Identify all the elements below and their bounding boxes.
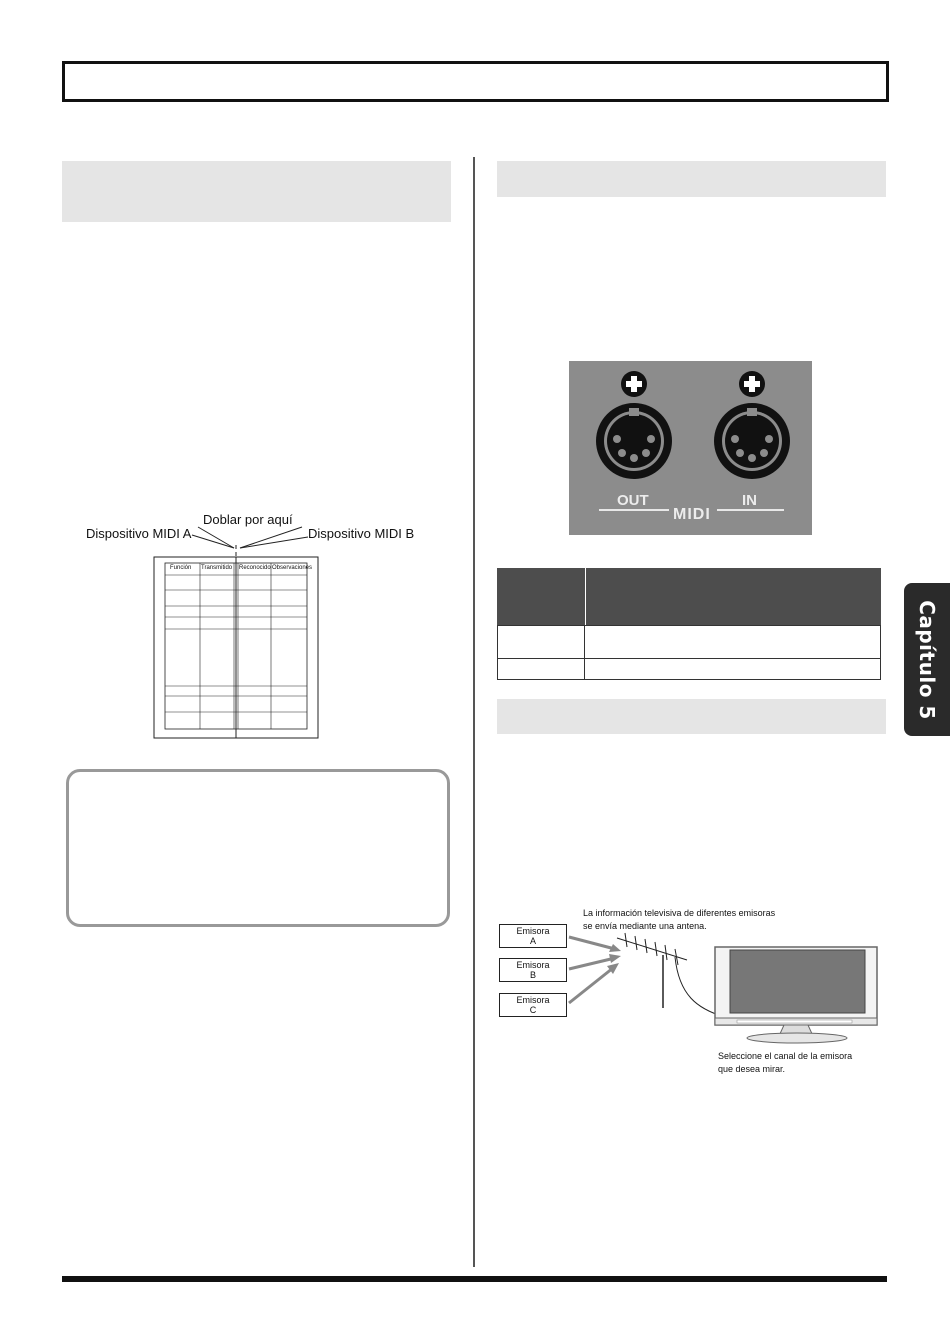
table-header-row <box>497 568 881 625</box>
table-row-1-col-1 <box>497 625 585 659</box>
table-row-2-col-2 <box>585 659 881 680</box>
screw-icon-right <box>739 371 765 397</box>
midi-out-port-icon <box>596 403 672 479</box>
device-a-label: Dispositivo MIDI A <box>86 526 192 541</box>
chart-header-transmitido: Transmitido <box>201 565 233 571</box>
fold-label: Doblar por aquí <box>203 512 293 527</box>
device-b-label: Dispositivo MIDI B <box>308 526 415 541</box>
table-row-2-col-1 <box>497 659 585 680</box>
select-caption-line-2: que desea mirar. <box>718 1064 786 1074</box>
chapter-side-tab <box>904 583 950 736</box>
left-section-heading-bar <box>62 161 451 222</box>
bottom-rule <box>62 1276 887 1282</box>
station-c-box: Emisora C <box>499 993 567 1017</box>
midi-label: MIDI <box>673 506 711 523</box>
tv-channel-diagram <box>497 905 887 1085</box>
screw-icon-left <box>621 371 647 397</box>
midi-connector-table <box>497 568 881 680</box>
station-b-box: Emisora B <box>499 958 567 982</box>
chart-fold-drawing <box>80 505 420 745</box>
chart-header-observaciones: Observaciones <box>272 565 313 571</box>
table-header-divider <box>585 568 586 625</box>
midi-in-port-icon <box>714 403 790 479</box>
midi-connector-panel <box>569 361 812 535</box>
implementation-chart-figure <box>80 505 420 745</box>
right-section-heading-bar-1 <box>497 161 886 197</box>
table-row-1-col-2 <box>585 625 881 659</box>
chart-header-funcion: Función <box>170 565 192 571</box>
midi-in-label: IN <box>742 492 757 509</box>
broadcast-caption-line-2: se envía mediante una antena. <box>583 921 707 931</box>
midi-out-label: OUT <box>617 492 649 509</box>
select-caption-line-1: Seleccione el canal de la emisora <box>718 1051 853 1061</box>
right-section-heading-bar-2 <box>497 699 886 734</box>
page-header-box <box>62 61 889 102</box>
station-a-box: Emisora A <box>499 924 567 948</box>
column-divider <box>473 157 475 1267</box>
note-box <box>66 769 450 927</box>
chapter-side-tab-label: Capítulo 5 <box>915 599 939 720</box>
broadcast-caption-line-1: La información televisiva de diferentes emisoras <box>583 908 776 918</box>
chart-header-reconocido: Reconocido <box>239 565 271 571</box>
